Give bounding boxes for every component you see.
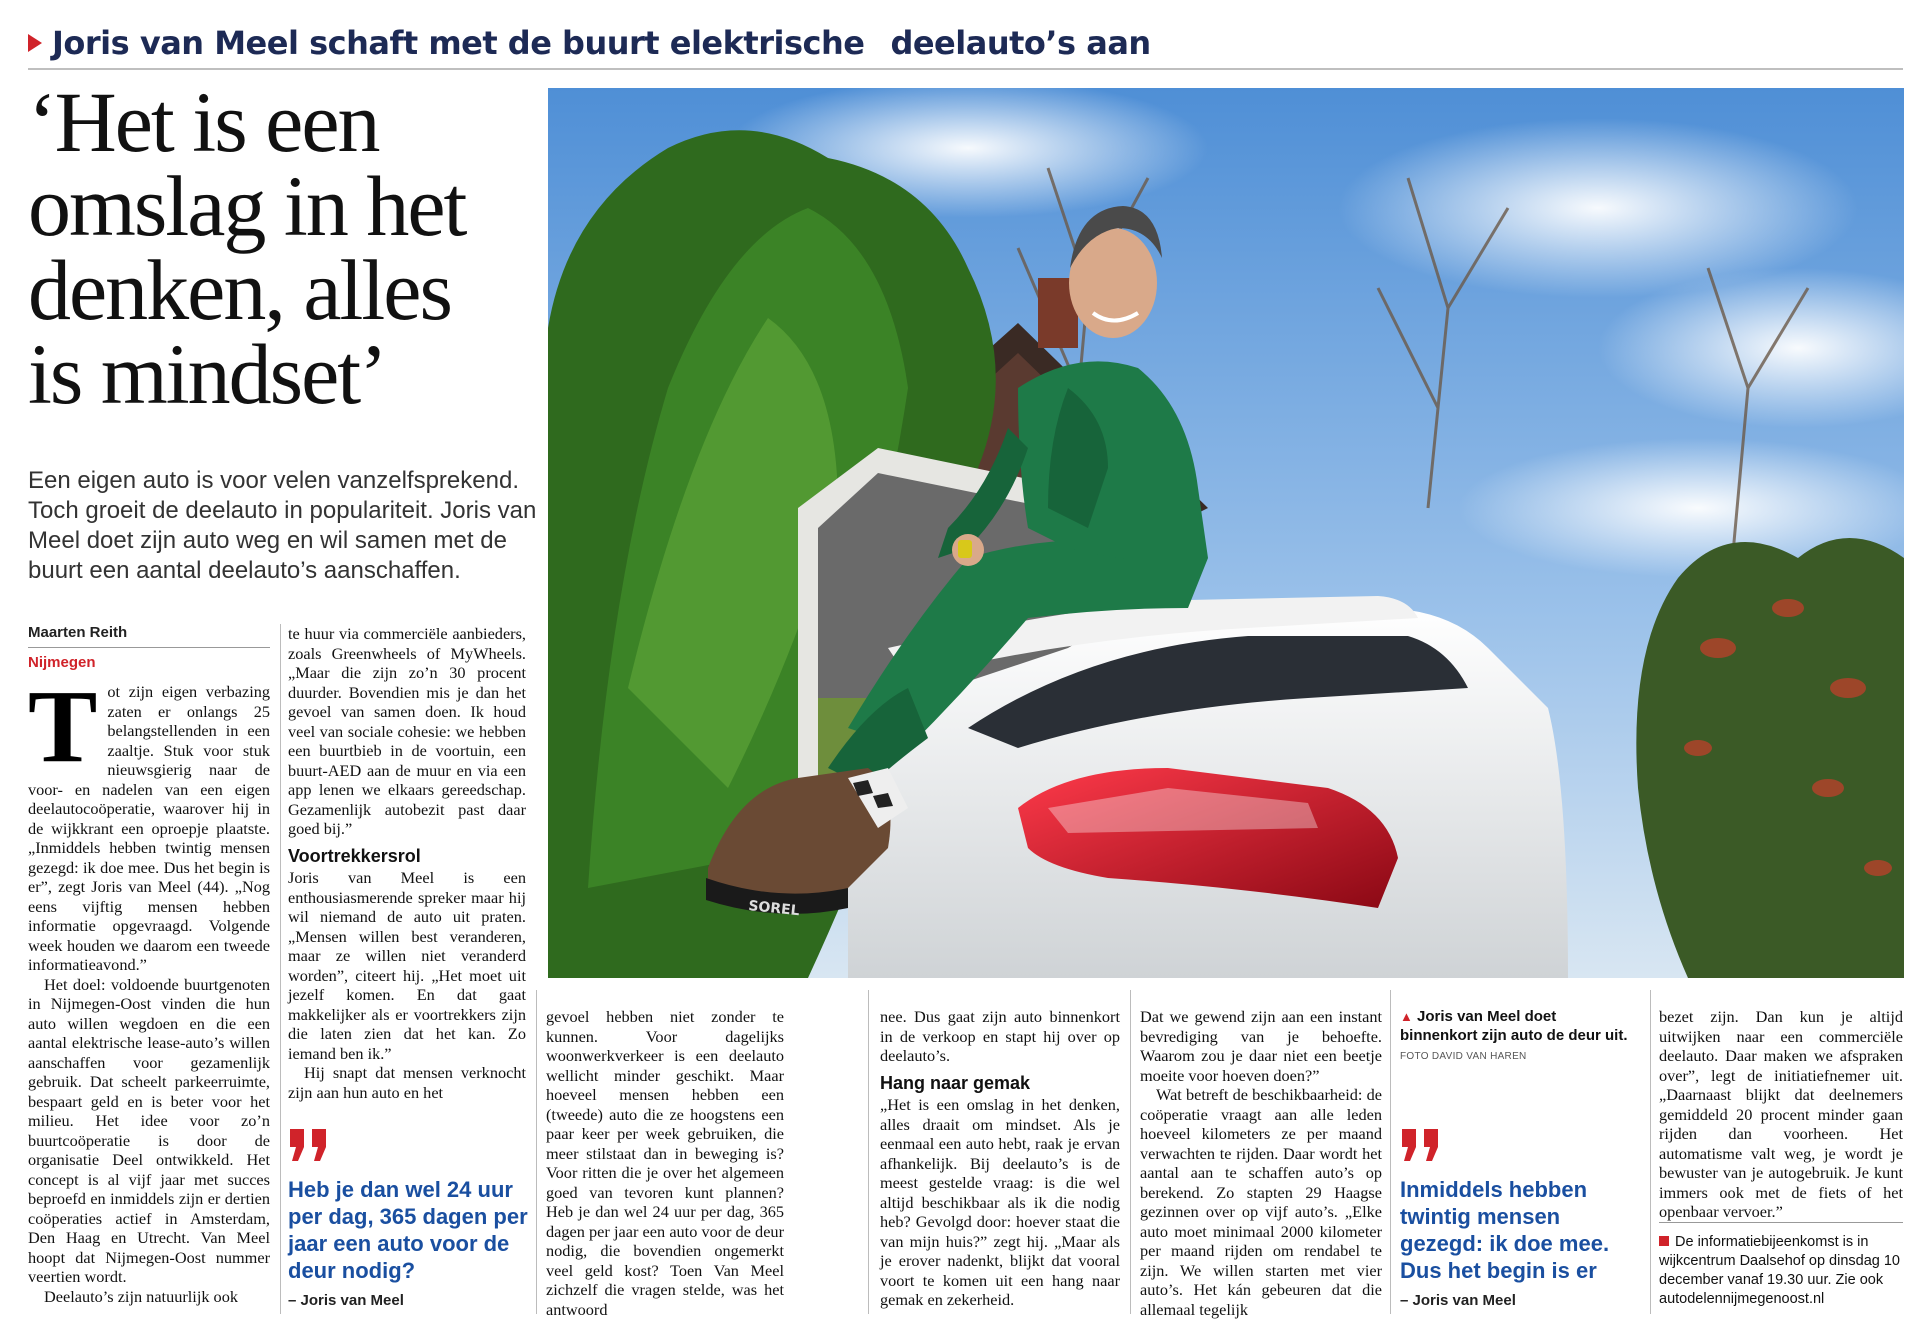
- intro-text: Een eigen auto is voor velen vanzelfsprekend. Toch groeit de deelauto in populariteit. Joris van Meel doet zijn auto weg en wil samen met de buurt een aantal deelauto’s aanschaffen.: [28, 467, 537, 584]
- info-box: [1659, 1233, 1909, 1309]
- paragraph: Deelauto’s zijn natuurlijk ook: [44, 1286, 238, 1306]
- red-arrow-icon: [28, 34, 42, 52]
- column-divider: [280, 624, 281, 1314]
- column-7: [1659, 1007, 1903, 1222]
- quote-mark-icon: [1400, 1123, 1444, 1163]
- photo-illustration: [548, 88, 1904, 978]
- kicker-text-2: deelauto’s aan: [890, 24, 1151, 62]
- column-divider: [1130, 990, 1131, 1314]
- kicker-text-1: Joris van Meel schaft met de buurt elektrische: [52, 24, 865, 62]
- paragraph: Joris van Meel is een enthousiasmerende spreker maar hij wil niemand de auto uit praten. „Mensen willen best veranderen, maar ze willen niet veranderd worden”, citeert hij. „Het moet uit jezelf komen. En dat gaat makkelijker als er voortrekkers zijn die laten zien dat het kan. Zo iemand ben ik.”: [288, 868, 526, 1063]
- paragraph: nee. Dus gaat zijn auto binnenkort in de verkoop en stapt hij over op deelauto’s.: [880, 1007, 1120, 1065]
- caption-text: [1400, 1007, 1630, 1045]
- drop-cap: T: [28, 669, 98, 784]
- caption-body: Joris van Meel doet binnenkort zijn auto de deur uit.: [1400, 1008, 1628, 1044]
- section-kicker: [28, 22, 1151, 64]
- headline: [28, 74, 548, 422]
- dateline-place: Nijmegen: [28, 654, 96, 671]
- pull-quote-text: Heb je dan wel 24 uur per dag, 365 dagen per jaar een auto voor de deur nodig?: [288, 1177, 528, 1283]
- paragraph: bezet zijn. Dan kun je altijd uitwijken naar een commerciële deelauto. Daar maken we afspraken over”, legt de initiatiefnemer uit. „Daarnaast blijkt dat deelnemers gemiddeld 20 procent minder gaan rijden dan voorheen. Het automatisme valt weg, je wordt je bewuster van je autogebruik. Je kunt immers ook met de fiets of het openbaar vervoer.”: [1659, 1007, 1903, 1221]
- photo-caption: [1400, 1007, 1630, 1062]
- pull-quote-2: [1400, 1123, 1645, 1309]
- author-name: Maarten Reith: [28, 624, 270, 648]
- headline-line: denken, alles: [28, 242, 451, 338]
- paragraph: Wat betreft de beschikbaarheid: de coöperatie vraagt aan alle leden hoeveel kilometers ze per maand verwachten te rijden. Daar wordt het aantal aan te schaffen auto’s op berekend. Zo stapten 29 Haagse gezinnen over op vijf auto’s. „Elke auto moet minimaal 2000 kilometer per maand rijden om rendabel te zijn. We willen starten met vier auto’s. Het kán gebeuren dat die allemaal tegelijk: [1140, 1085, 1382, 1319]
- subheading: Voortrekkersrol: [288, 845, 421, 866]
- quote-mark-icon: [288, 1123, 332, 1163]
- paragraph: te huur via commerciële aanbieders, zoals Greenwheels of MyWheels. „Maar die zijn zo’n 30 procent duurder. Bovendien mis je dan het gevoel van samen doen. Ik houd veel van sociale cohesie: we hebben een buurtbieb in de voortuin, een buurt-AED aan de muur en via een app lenen we elkaars gereedschap. Gezamenlijk autobezit past daar goed bij.”: [288, 624, 526, 838]
- photo-credit: FOTO DAVID VAN HAREN: [1400, 1051, 1527, 1062]
- red-square-icon: [1659, 1236, 1669, 1246]
- pull-quote-text: Inmiddels hebben twintig mensen gezegd: ik doe mee. Dus het begin is er: [1400, 1177, 1610, 1283]
- headline-line: omslag in het: [28, 158, 466, 254]
- pull-quote-author: – Joris van Meel: [288, 1292, 404, 1309]
- shoe-brand-text: SOREL: [747, 898, 801, 920]
- column-divider: [1390, 990, 1391, 1314]
- subheading: Hang naar gemak: [880, 1072, 1031, 1093]
- paragraph: „Het is een omslag in het denken, alles draait om mindset. Als je eenmaal een auto hebt, raak je ervan afhankelijk. Bij deelauto’s is de meest gestelde vraag: is die wel altijd beschikbaar als ik die nodig heb? Gevolgd door: hoever staat die van mijn huis?” zegt hij. „Maar als je erover nadenkt, blijkt dat vooral voort te komen uit een hang naar gemak en zekerheid.: [880, 1095, 1120, 1309]
- article-photo: [548, 88, 1904, 978]
- info-text: De informatiebijeenkomst is in wijkcentrum Daalsehof op dinsdag 10 december vanaf 19.30 uur. Zie ook autodelennijmegenoost.nl: [1659, 1234, 1900, 1307]
- column-3: [546, 1007, 784, 1319]
- caption-marker-icon: ▲: [1400, 1009, 1413, 1024]
- column-2: [288, 624, 526, 1102]
- column-divider: [1650, 990, 1651, 1314]
- paragraph: Hij snapt dat mensen verknocht zijn aan hun auto en het: [288, 1063, 526, 1102]
- column-divider: [536, 990, 537, 1314]
- paragraph: gevoel hebben niet zonder te kunnen. Voor dagelijks woonwerkverkeer is een deelauto wellicht minder geschikt. Maar hoeveel mensen hebben een (tweede) auto die ze hoogstens een paar keer per week gebruiken, die meer stilstaat dan in beweging is? Voor ritten die je over het algemeen goed van tevoren kunt plannen? Heb je dan wel 24 uur per dag, 365 dagen per jaar een auto voor de deur nodig, die bovendien ongemerkt veel geld kost? Toen Van Meel zichzelf die vragen stelde, was het antwoord: [546, 1007, 784, 1319]
- pull-quote-author: – Joris van Meel: [1400, 1292, 1516, 1309]
- paragraph: Dat we gewend zijn aan een instant bevrediging van je behoefte. Waarom zou je daar niet een beetje moeite voor hoeven doen?”: [1140, 1007, 1382, 1085]
- column-4: [880, 1007, 1120, 1310]
- column-1: [28, 669, 270, 1306]
- byline: [28, 624, 270, 671]
- pull-quote-1: [288, 1123, 528, 1309]
- column-divider: [868, 990, 869, 1314]
- headline-line: ‘Het is een: [28, 74, 379, 170]
- info-rule: [1659, 1222, 1903, 1223]
- top-rule: [28, 68, 1903, 70]
- column-5: [1140, 1007, 1382, 1319]
- paragraph: Het doel: voldoende buurtgenoten in Nijmegen-Oost vinden die hun auto willen wegdoen en die een aantal elektrische lease-auto’s willen aanschaffen voor gezamenlijk gebruik. Dat scheelt parkeerruimte, bespaart geld en is beter voor het milieu. Het idee voor zo’n buurtcoöperatie is door de organisatie Deel ontwikkeld. Het concept is al vijf jaar met succes beproefd en inmiddels zijn er dertien coöperaties actief in Amsterdam, Den Haag en Utrecht. Van Meel hoopt dat Nijmegen-Oost nummer veertien wordt.: [28, 974, 270, 1286]
- headline-line: is mindset’: [28, 326, 386, 422]
- paragraph: ot zijn eigen verbazing zaten er onlangs 25 belangstellenden in een zaaltje. Stuk voor stuk nieuwsgierig naar de voor- en nadelen van een eigen deelautocoöperatie, waarover hij in de wijkkrant een oproepje plaatste. „Inmiddels hebben twintig mensen gezegd: ik doe mee. Dus het begin is er”, zegt Joris van Meel (44). „Nog eens vijftig mensen hebben informatie opgevraagd. Volgende week houden we daarom een tweede informatieavond.”: [28, 682, 270, 974]
